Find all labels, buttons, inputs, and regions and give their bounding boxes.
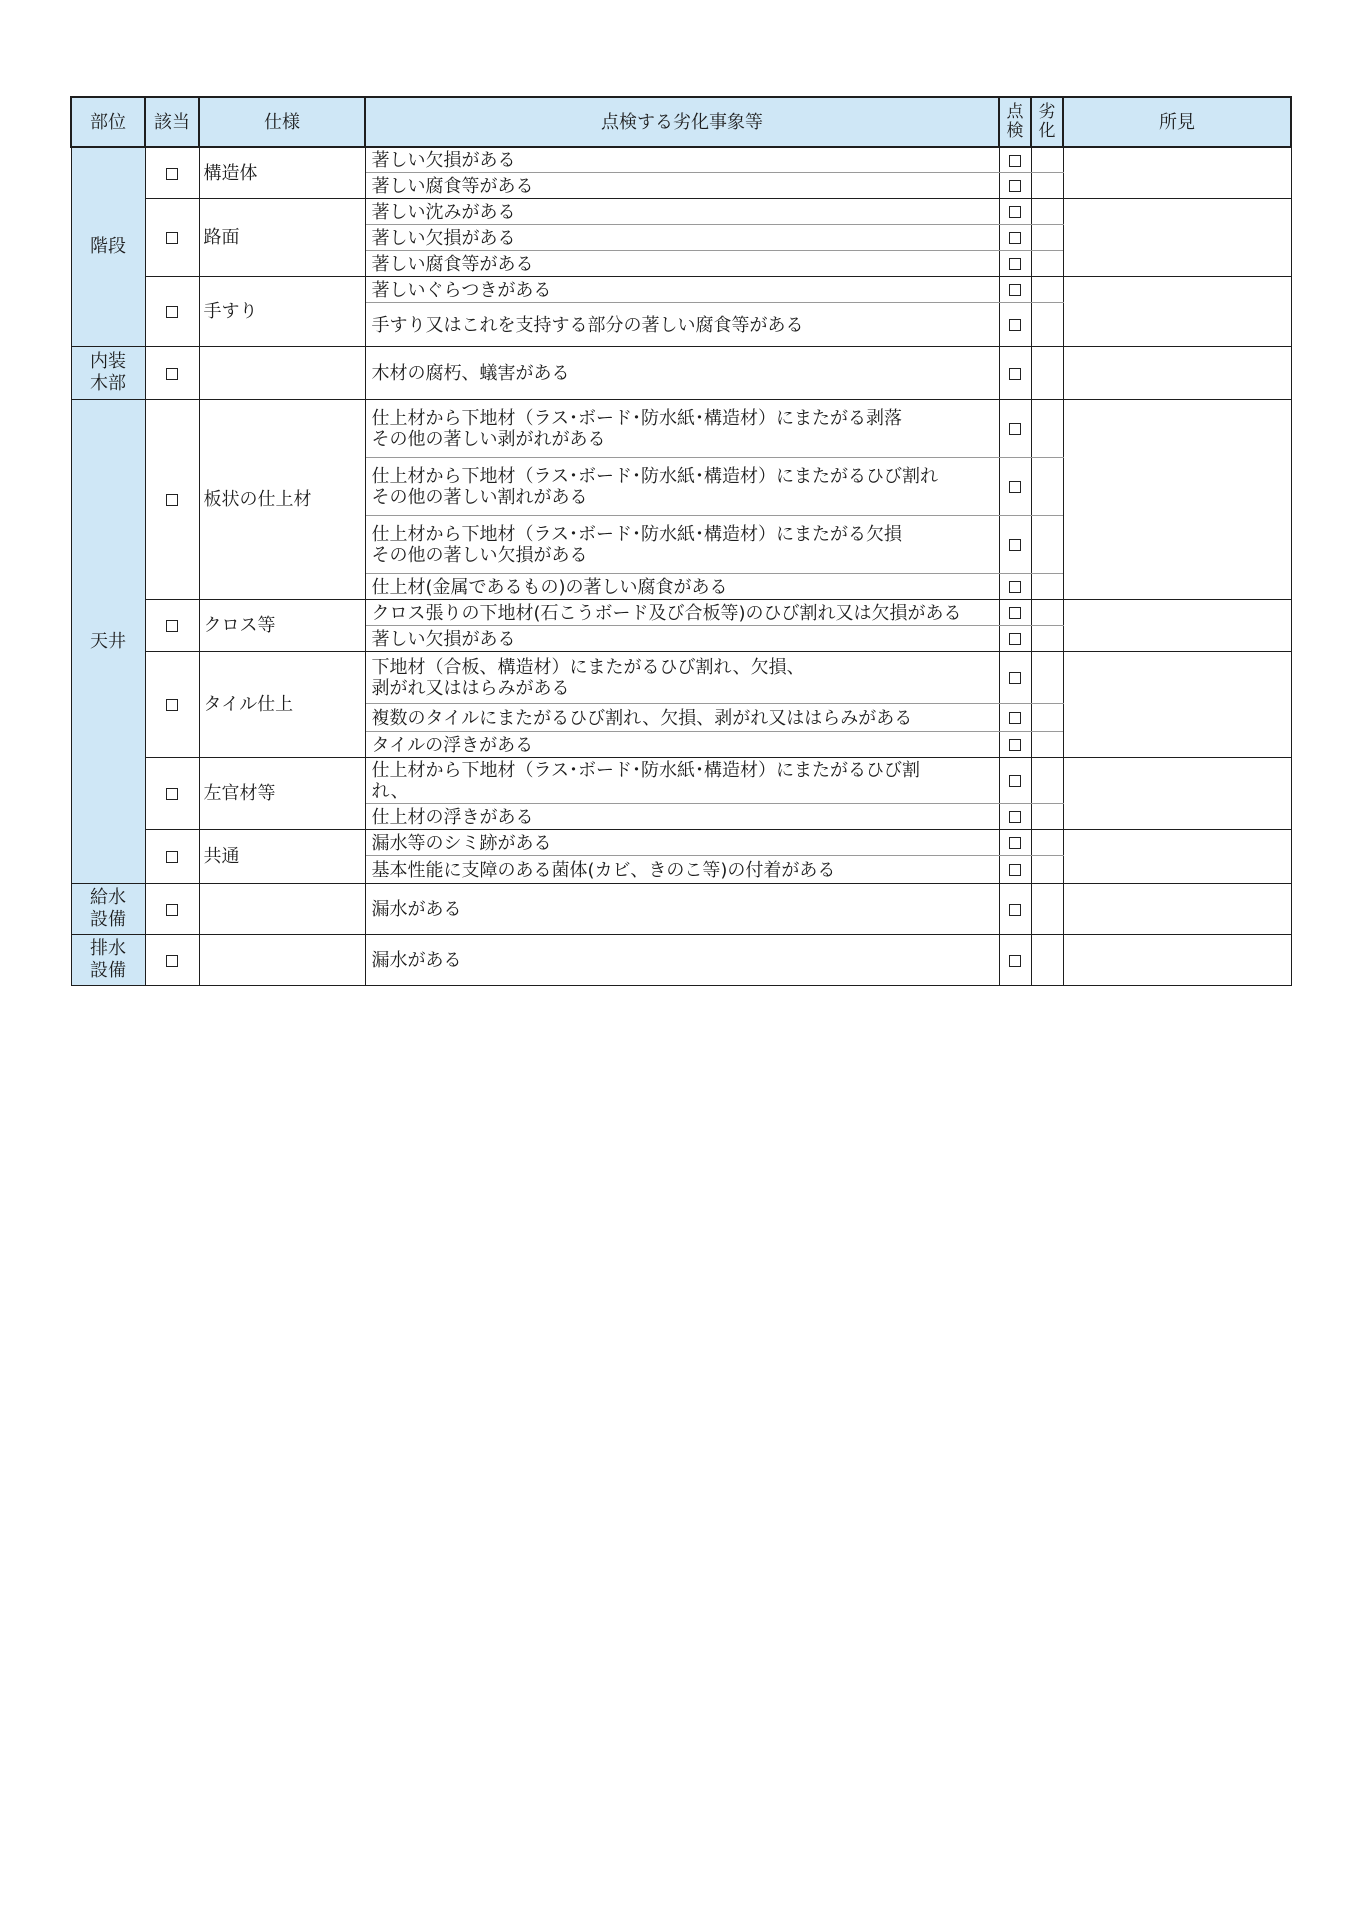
inspect-checkbox[interactable] bbox=[1009, 539, 1021, 551]
spec-cell: タイル仕上 bbox=[199, 652, 365, 758]
inspect-checkbox[interactable] bbox=[1009, 672, 1021, 684]
inspect-cell bbox=[999, 830, 1031, 856]
deterioration-cell[interactable] bbox=[1031, 574, 1063, 600]
applicable-checkbox[interactable] bbox=[166, 851, 178, 863]
inspect-cell bbox=[999, 574, 1031, 600]
applicable-cell bbox=[145, 830, 199, 884]
inspect-cell bbox=[999, 732, 1031, 758]
table-row bbox=[71, 758, 1291, 804]
inspect-checkbox[interactable] bbox=[1009, 481, 1021, 493]
item-text: 著しい欠損がある bbox=[365, 147, 999, 173]
deterioration-cell[interactable] bbox=[1031, 804, 1063, 830]
remarks-cell[interactable] bbox=[1063, 652, 1291, 758]
deterioration-cell[interactable] bbox=[1031, 347, 1063, 400]
deterioration-cell[interactable] bbox=[1031, 626, 1063, 652]
inspect-checkbox[interactable] bbox=[1009, 368, 1021, 380]
item-text: 木材の腐朽、蟻害がある bbox=[365, 347, 999, 400]
inspect-cell bbox=[999, 626, 1031, 652]
inspect-checkbox[interactable] bbox=[1009, 811, 1021, 823]
table-row bbox=[71, 400, 1291, 458]
remarks-cell[interactable] bbox=[1063, 600, 1291, 652]
item-text: 仕上材(金属であるもの)の著しい腐食がある bbox=[365, 574, 999, 600]
deterioration-cell[interactable] bbox=[1031, 935, 1063, 986]
spec-cell bbox=[199, 347, 365, 400]
spec-cell: クロス等 bbox=[199, 600, 365, 652]
table-row bbox=[71, 147, 1291, 173]
table-row bbox=[71, 199, 1291, 225]
item-text: 著しい腐食等がある bbox=[365, 173, 999, 199]
deterioration-cell[interactable] bbox=[1031, 277, 1063, 303]
applicable-cell bbox=[145, 600, 199, 652]
applicable-checkbox[interactable] bbox=[166, 306, 178, 318]
inspect-cell bbox=[999, 458, 1031, 516]
deterioration-cell[interactable] bbox=[1031, 400, 1063, 458]
inspect-cell bbox=[999, 251, 1031, 277]
inspect-cell bbox=[999, 704, 1031, 732]
table-row bbox=[71, 830, 1291, 856]
spec-cell: 構造体 bbox=[199, 147, 365, 199]
area-cell: 階段 bbox=[71, 147, 145, 347]
area-cell: 天井 bbox=[71, 400, 145, 884]
inspect-cell bbox=[999, 758, 1031, 804]
item-text: 著しい欠損がある bbox=[365, 626, 999, 652]
remarks-cell[interactable] bbox=[1063, 935, 1291, 986]
inspect-cell bbox=[999, 856, 1031, 884]
applicable-cell bbox=[145, 400, 199, 600]
inspect-cell bbox=[999, 400, 1031, 458]
deterioration-cell[interactable] bbox=[1031, 732, 1063, 758]
inspect-checkbox[interactable] bbox=[1009, 423, 1021, 435]
inspection-table bbox=[70, 96, 1292, 986]
applicable-cell bbox=[145, 652, 199, 758]
inspect-checkbox[interactable] bbox=[1009, 633, 1021, 645]
deterioration-cell[interactable] bbox=[1031, 830, 1063, 856]
inspect-cell bbox=[999, 884, 1031, 935]
item-text: クロス張りの下地材(石こうボード及び合板等)のひび割れ又は欠損がある bbox=[365, 600, 999, 626]
inspect-cell bbox=[999, 277, 1031, 303]
header-applicable: 該当 bbox=[145, 97, 199, 147]
deterioration-cell[interactable] bbox=[1031, 251, 1063, 277]
remarks-cell[interactable] bbox=[1063, 147, 1291, 199]
applicable-checkbox[interactable] bbox=[166, 232, 178, 244]
applicable-cell bbox=[145, 758, 199, 830]
inspect-cell bbox=[999, 199, 1031, 225]
inspect-checkbox[interactable] bbox=[1009, 739, 1021, 751]
applicable-cell bbox=[145, 884, 199, 935]
header-items: 点検する劣化事象等 bbox=[365, 97, 999, 147]
item-text: 手すり又はこれを支持する部分の著しい腐食等がある bbox=[365, 303, 999, 347]
inspect-checkbox[interactable] bbox=[1009, 864, 1021, 876]
inspect-cell bbox=[999, 173, 1031, 199]
item-text: 漏水がある bbox=[365, 935, 999, 986]
header-area: 部位 bbox=[71, 97, 145, 147]
inspect-cell bbox=[999, 303, 1031, 347]
spec-cell bbox=[199, 884, 365, 935]
spec-cell bbox=[199, 935, 365, 986]
remarks-cell[interactable] bbox=[1063, 884, 1291, 935]
item-text: 仕上材から下地材（ラス･ボード･防水紙･構造材）にまたがるひび割れ その他の著しい割れがある bbox=[365, 458, 999, 516]
item-text: 下地材（合板、構造材）にまたがるひび割れ、欠損、 剥がれ又ははらみがある bbox=[365, 652, 999, 704]
table-row bbox=[71, 347, 1291, 400]
table-row bbox=[71, 884, 1291, 935]
table-row bbox=[71, 277, 1291, 303]
inspect-checkbox[interactable] bbox=[1009, 155, 1021, 167]
item-text: 仕上材の浮きがある bbox=[365, 804, 999, 830]
item-text: 漏水等のシミ跡がある bbox=[365, 830, 999, 856]
deterioration-cell[interactable] bbox=[1031, 704, 1063, 732]
area-cell: 給水 設備 bbox=[71, 884, 145, 935]
inspect-checkbox[interactable] bbox=[1009, 607, 1021, 619]
header-inspect: 点 検 bbox=[999, 97, 1031, 147]
applicable-checkbox[interactable] bbox=[166, 620, 178, 632]
deterioration-cell[interactable] bbox=[1031, 652, 1063, 704]
inspect-checkbox[interactable] bbox=[1009, 258, 1021, 270]
deterioration-cell[interactable] bbox=[1031, 600, 1063, 626]
deterioration-cell[interactable] bbox=[1031, 147, 1063, 173]
deterioration-cell[interactable] bbox=[1031, 225, 1063, 251]
remarks-cell[interactable] bbox=[1063, 758, 1291, 830]
inspect-checkbox[interactable] bbox=[1009, 775, 1021, 787]
header-remarks: 所見 bbox=[1063, 97, 1291, 147]
inspect-checkbox[interactable] bbox=[1009, 206, 1021, 218]
applicable-cell bbox=[145, 347, 199, 400]
inspect-cell bbox=[999, 147, 1031, 173]
header-spec: 仕様 bbox=[199, 97, 365, 147]
remarks-cell[interactable] bbox=[1063, 830, 1291, 884]
header-row bbox=[71, 97, 1291, 147]
inspect-cell bbox=[999, 600, 1031, 626]
remarks-cell[interactable] bbox=[1063, 400, 1291, 600]
header-deterioration: 劣 化 bbox=[1031, 97, 1063, 147]
deterioration-cell[interactable] bbox=[1031, 458, 1063, 516]
table-row bbox=[71, 652, 1291, 704]
inspect-checkbox[interactable] bbox=[1009, 837, 1021, 849]
inspect-checkbox[interactable] bbox=[1009, 955, 1021, 967]
inspect-cell bbox=[999, 516, 1031, 574]
inspect-cell bbox=[999, 652, 1031, 704]
table-body bbox=[71, 147, 1291, 986]
item-text: タイルの浮きがある bbox=[365, 732, 999, 758]
inspect-cell bbox=[999, 225, 1031, 251]
spec-cell: 共通 bbox=[199, 830, 365, 884]
applicable-checkbox[interactable] bbox=[166, 368, 178, 380]
deterioration-cell[interactable] bbox=[1031, 173, 1063, 199]
inspect-checkbox[interactable] bbox=[1009, 581, 1021, 593]
applicable-checkbox[interactable] bbox=[166, 494, 178, 506]
spec-cell: 路面 bbox=[199, 199, 365, 277]
item-text: 複数のタイルにまたがるひび割れ、欠損、剥がれ又ははらみがある bbox=[365, 704, 999, 732]
inspect-checkbox[interactable] bbox=[1009, 319, 1021, 331]
item-text: 仕上材から下地材（ラス･ボード･防水紙･構造材）にまたがる欠損 その他の著しい欠損がある bbox=[365, 516, 999, 574]
deterioration-cell[interactable] bbox=[1031, 303, 1063, 347]
deterioration-cell[interactable] bbox=[1031, 199, 1063, 225]
applicable-checkbox[interactable] bbox=[166, 904, 178, 916]
item-text: 漏水がある bbox=[365, 884, 999, 935]
applicable-checkbox[interactable] bbox=[166, 168, 178, 180]
area-cell: 排水 設備 bbox=[71, 935, 145, 986]
item-text: 著しい欠損がある bbox=[365, 225, 999, 251]
area-cell: 内装 木部 bbox=[71, 347, 145, 400]
inspect-cell bbox=[999, 935, 1031, 986]
item-text: 著しい腐食等がある bbox=[365, 251, 999, 277]
applicable-checkbox[interactable] bbox=[166, 955, 178, 967]
inspect-cell bbox=[999, 347, 1031, 400]
table-row bbox=[71, 600, 1291, 626]
deterioration-cell[interactable] bbox=[1031, 758, 1063, 804]
deterioration-cell[interactable] bbox=[1031, 516, 1063, 574]
item-text: 仕上材から下地材（ラス･ボード･防水紙･構造材）にまたがるひび割 れ、 bbox=[365, 758, 999, 804]
item-text: 基本性能に支障のある菌体(カビ、きのこ等)の付着がある bbox=[365, 856, 999, 884]
inspect-checkbox[interactable] bbox=[1009, 904, 1021, 916]
applicable-cell bbox=[145, 935, 199, 986]
inspect-cell bbox=[999, 804, 1031, 830]
deterioration-cell[interactable] bbox=[1031, 884, 1063, 935]
item-text: 著しいぐらつきがある bbox=[365, 277, 999, 303]
item-text: 著しい沈みがある bbox=[365, 199, 999, 225]
applicable-cell bbox=[145, 277, 199, 347]
remarks-cell[interactable] bbox=[1063, 277, 1291, 347]
spec-cell: 板状の仕上材 bbox=[199, 400, 365, 600]
inspect-checkbox[interactable] bbox=[1009, 712, 1021, 724]
spec-cell: 手すり bbox=[199, 277, 365, 347]
applicable-cell bbox=[145, 199, 199, 277]
inspect-checkbox[interactable] bbox=[1009, 232, 1021, 244]
applicable-checkbox[interactable] bbox=[166, 699, 178, 711]
remarks-cell[interactable] bbox=[1063, 347, 1291, 400]
table-row bbox=[71, 935, 1291, 986]
inspect-checkbox[interactable] bbox=[1009, 180, 1021, 192]
applicable-cell bbox=[145, 147, 199, 199]
deterioration-cell[interactable] bbox=[1031, 856, 1063, 884]
remarks-cell[interactable] bbox=[1063, 199, 1291, 277]
item-text: 仕上材から下地材（ラス･ボード･防水紙･構造材）にまたがる剥落 その他の著しい剥がれがある bbox=[365, 400, 999, 458]
inspect-checkbox[interactable] bbox=[1009, 284, 1021, 296]
applicable-checkbox[interactable] bbox=[166, 788, 178, 800]
spec-cell: 左官材等 bbox=[199, 758, 365, 830]
